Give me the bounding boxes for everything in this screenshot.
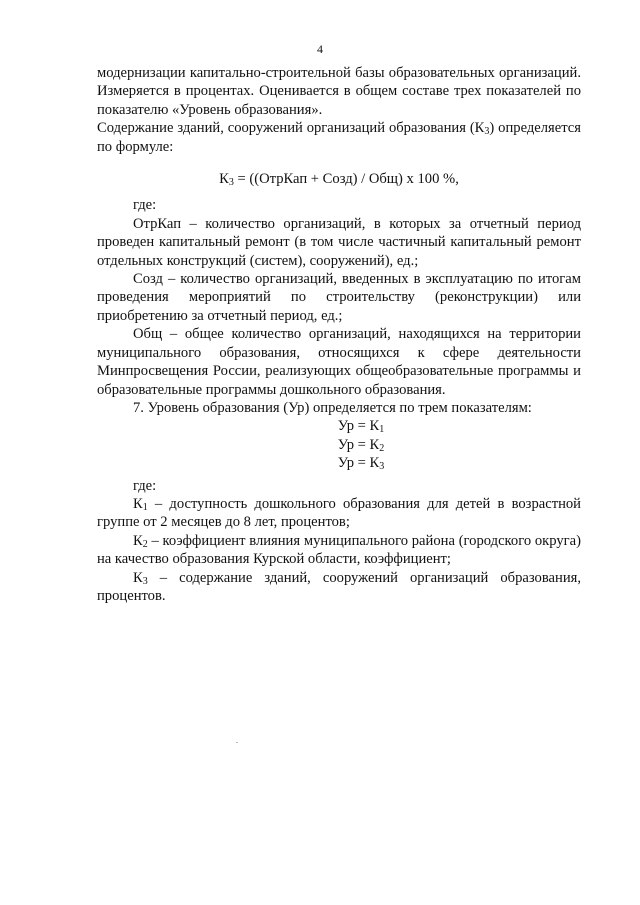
equation-1 bbox=[97, 417, 581, 435]
subscript: 1 bbox=[142, 501, 148, 513]
formula-rhs: = ((ОтрКап + Созд) / Общ) х 100 %, bbox=[233, 171, 459, 188]
definition-otrkap: ОтрКап – количество организаций, в которых за отчетный период проведен капитальный ремонт (в том числе частичный капитальный ремонт отдельных конструкций (систем), сооружений), ед.; bbox=[97, 215, 581, 269]
eq-subscript: 1 bbox=[379, 424, 385, 436]
paragraph-content-definition bbox=[97, 119, 581, 156]
where-label: где: bbox=[133, 197, 157, 214]
page-number: 4 bbox=[317, 42, 323, 56]
text: – коэффициент влияния муниципального района (городского округа) на качество образования Курской области, коэффициент; bbox=[97, 532, 581, 568]
paragraph-intro: модернизации капитально-строительной базы образовательных организаций. Измеряется в процентах. Оценивается в общем составе трех показателей по показателю «Уровень образования». bbox=[97, 65, 581, 118]
item-7-education-level: 7. Уровень образования (Ур) определяется по трем показателям: bbox=[133, 399, 532, 416]
text: Содержание зданий, сооружений организаций образования (К bbox=[97, 120, 485, 137]
eq-subscript: 3 bbox=[379, 461, 385, 473]
document-body bbox=[97, 64, 581, 605]
text: – содержание зданий, сооружений организаций образования, процентов. bbox=[97, 569, 581, 604]
eq-subscript: 2 bbox=[379, 442, 385, 454]
definition-k3 bbox=[97, 569, 581, 606]
eq-prefix: Ур = К bbox=[337, 418, 380, 435]
formula-subscript: 3 bbox=[228, 177, 234, 189]
subscript: 3 bbox=[484, 126, 490, 138]
equations-block bbox=[97, 417, 581, 472]
equation-2 bbox=[97, 436, 581, 454]
subscript: 3 bbox=[142, 575, 148, 587]
definition-obsh: Общ – общее количество организаций, находящихся на территории муниципального образования, относящихся к сфере деятельности Минпросвещения России, реализующих общеобразовательные программы и образовательные программы дошкольного образования. bbox=[97, 326, 581, 398]
text: ) определяется по формуле: bbox=[97, 120, 581, 155]
scan-speck bbox=[236, 742, 238, 743]
formula-lhs: К bbox=[219, 171, 229, 188]
text: К bbox=[133, 569, 143, 586]
definition-k2 bbox=[97, 532, 581, 569]
text: К bbox=[133, 495, 143, 512]
eq-prefix: Ур = К bbox=[337, 455, 380, 472]
subscript: 2 bbox=[142, 538, 148, 550]
equation-3 bbox=[97, 454, 581, 472]
formula-k3 bbox=[97, 170, 581, 188]
text: – доступность дошкольного образования для детей в возрастной группе от 2 месяцев до 8 лет, процентов; bbox=[97, 495, 581, 531]
definition-sozd: Созд – количество организаций, введенных в эксплуатацию по итогам проведения мероприятий по строительству (реконструкции) или приобретению за отчетный период, ед.; bbox=[97, 271, 581, 324]
where-label-2: где: bbox=[133, 477, 157, 494]
definition-k1 bbox=[97, 495, 581, 532]
eq-prefix: Ур = К bbox=[337, 436, 380, 453]
text: К bbox=[133, 532, 143, 549]
